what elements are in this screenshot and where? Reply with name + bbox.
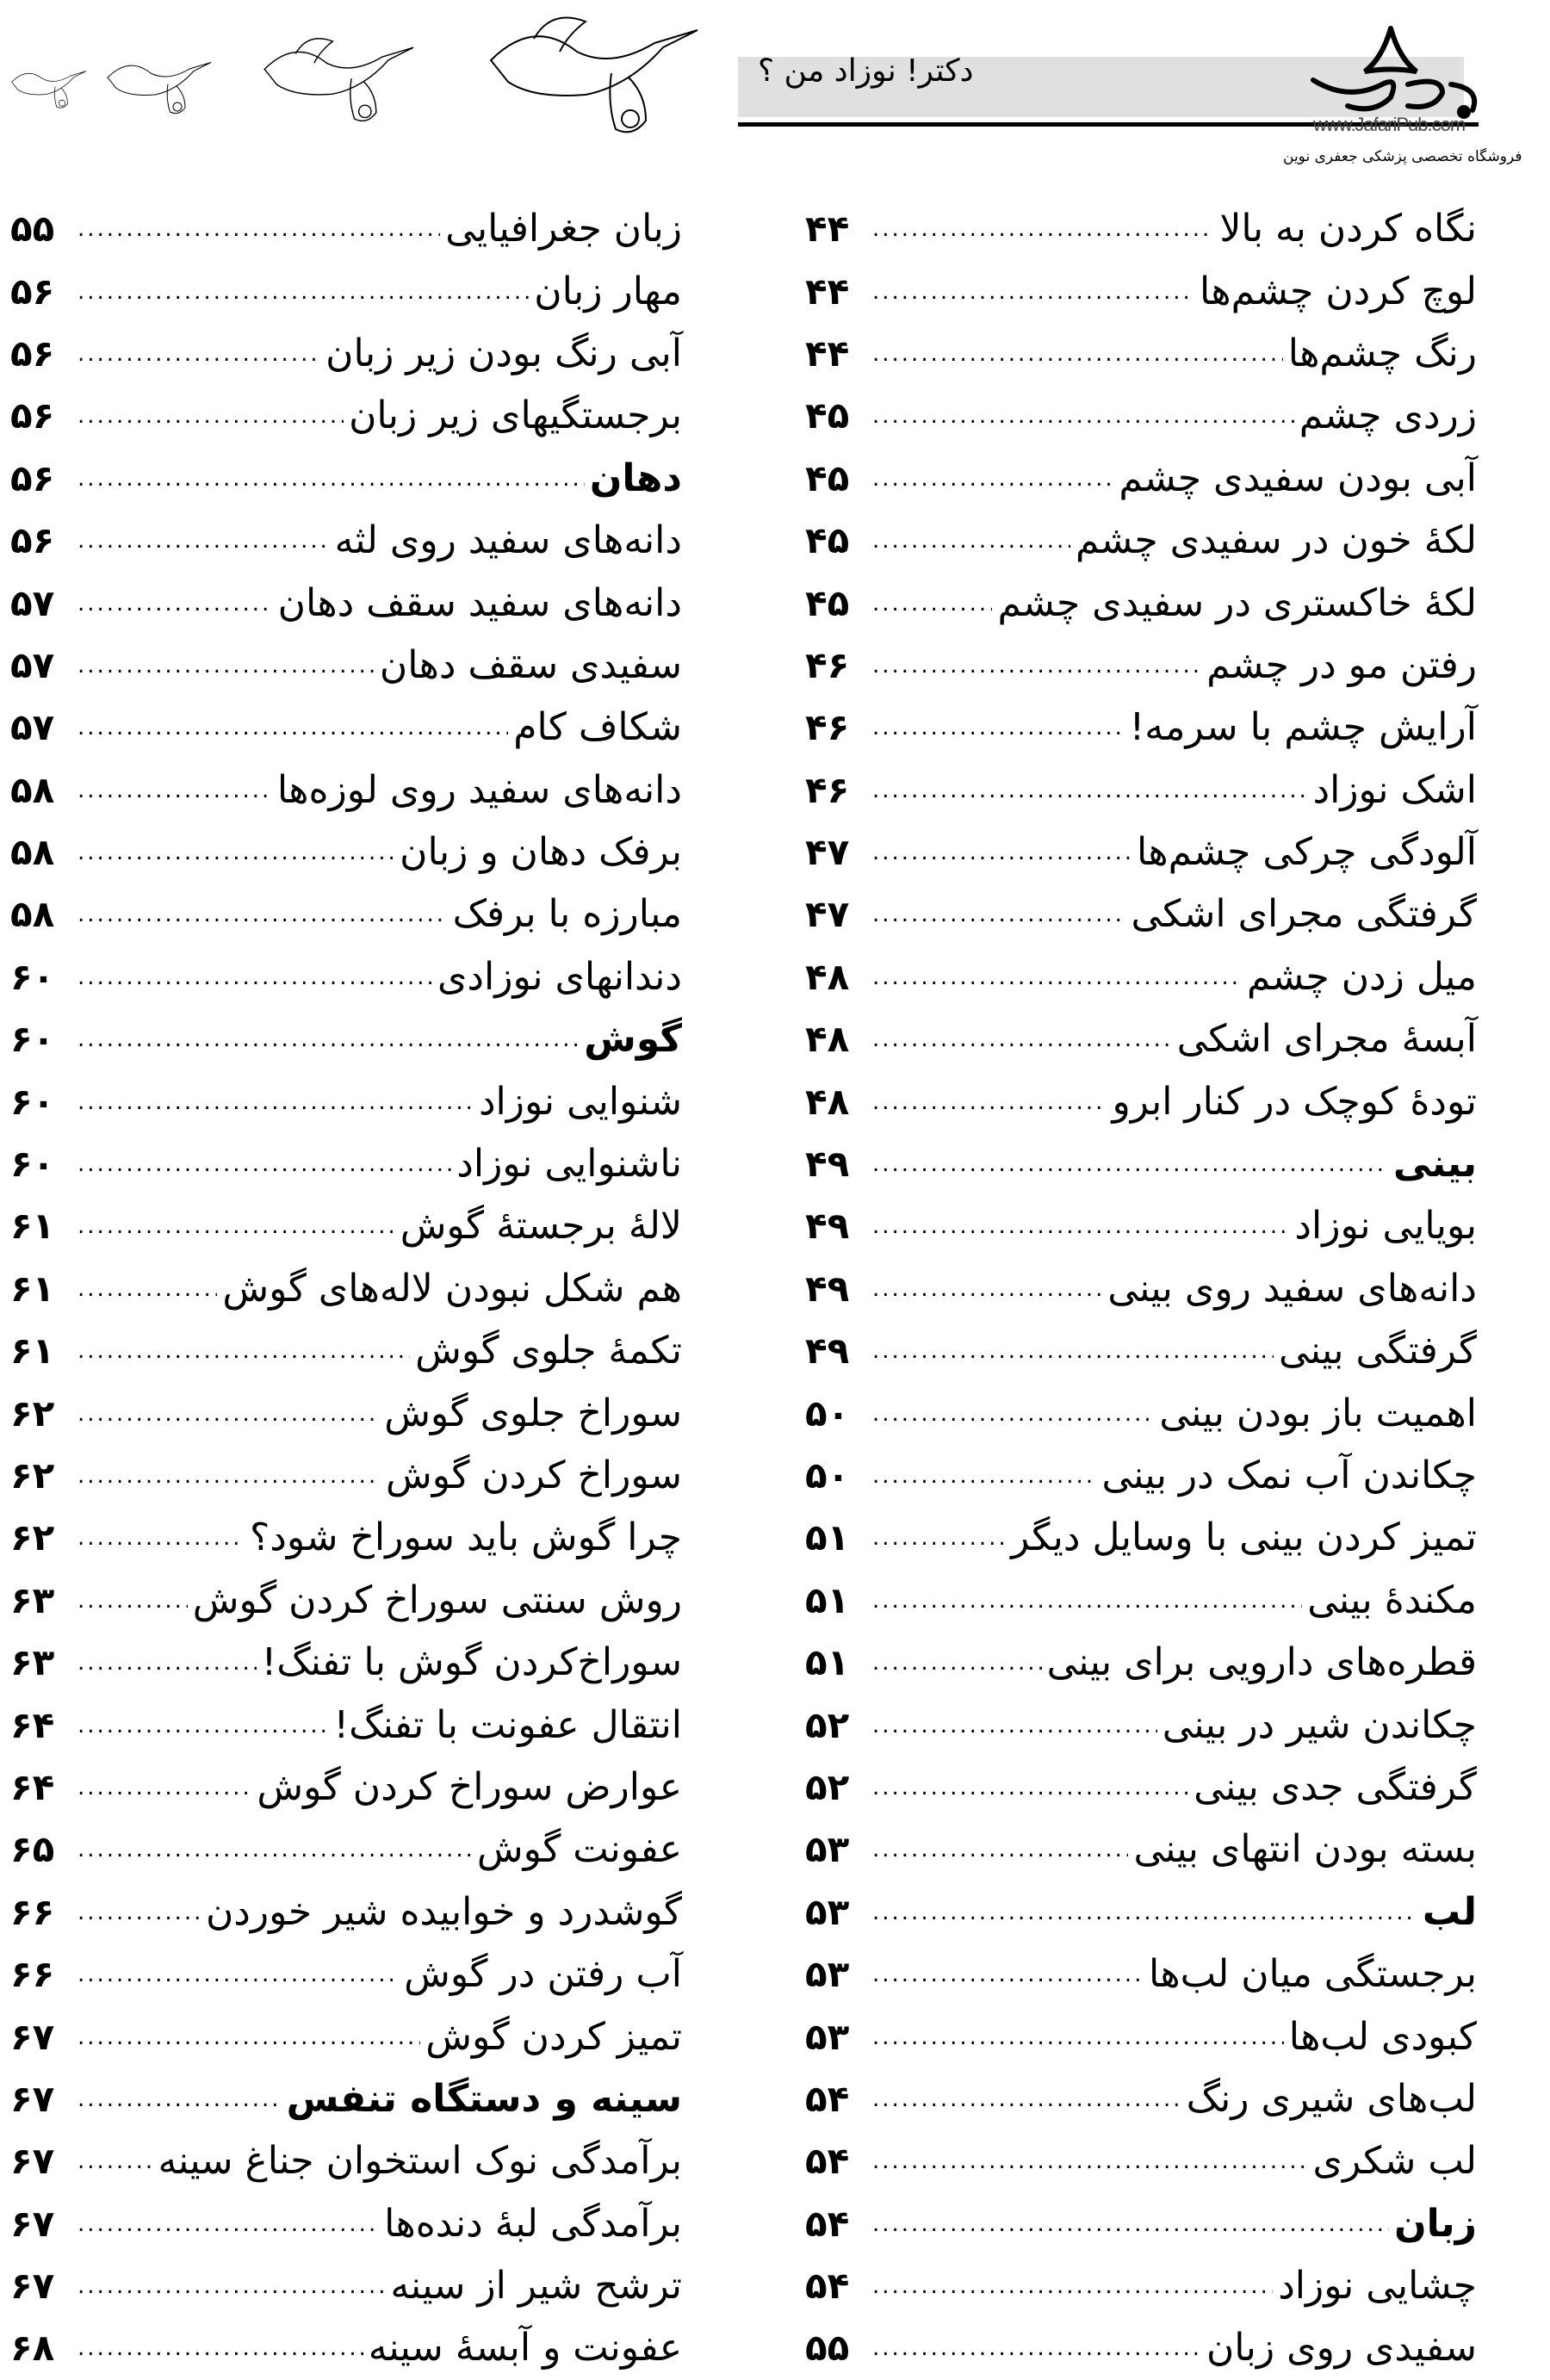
book-title: دکتر! نوزاد من ؟ (758, 53, 974, 89)
toc-page-number: ۵۳ (805, 2015, 850, 2058)
toc-entry-title: زبان جغرافیایی (445, 207, 682, 251)
toc-entry-title: مهار زبان (534, 269, 682, 313)
toc-entry (805, 2255, 1477, 2317)
toc-entry (805, 821, 1477, 883)
toc-entry (10, 510, 682, 572)
toc-entry (10, 635, 682, 697)
dot-leader (78, 1445, 381, 1507)
toc-section-heading (805, 1133, 1477, 1195)
stork-icon (491, 18, 698, 133)
dot-leader (872, 1943, 1144, 2005)
dot-leader (872, 1071, 1107, 1133)
toc-page-number: ۵۷ (10, 643, 55, 686)
toc-entry (805, 323, 1477, 385)
toc-entry-title: کبودی لب‌ها (1288, 2014, 1477, 2059)
toc-entry-title: دانه‌های سفید روی لوزه‌ها (276, 767, 682, 812)
toc-entry (10, 1070, 682, 1132)
toc-entry-title: عوارض سوراخ کردن گوش (257, 1764, 682, 1809)
dot-leader (78, 323, 320, 385)
dot-leader (78, 697, 508, 759)
toc-entry (10, 1570, 682, 1632)
toc-page-number: ۵۰ (805, 1391, 850, 1435)
toc-page-number: ۵۲ (805, 1703, 850, 1746)
dot-leader (872, 1383, 1154, 1445)
toc-entry (10, 2130, 682, 2192)
toc-entry-title: چرا گوش باید سوراخ شود؟ (249, 1515, 682, 1560)
dot-leader (78, 759, 272, 821)
dot-leader (872, 635, 1201, 697)
toc-entry (10, 1133, 682, 1195)
dot-leader (78, 1008, 579, 1070)
publisher-logo-icon (1296, 24, 1490, 119)
toc-page-number: ۴۵ (805, 456, 850, 499)
toc-entry-title: بسته بودن انتهای بینی (1133, 1827, 1477, 1872)
toc-page-number: ۶۶ (10, 1953, 55, 1996)
toc-page-number: ۴۵ (805, 519, 850, 562)
toc-entry (10, 1382, 682, 1444)
toc-entry-title: هم شکل نبودن لاله‌های گوش (222, 1266, 682, 1311)
toc-page-number: ۴۷ (805, 893, 850, 936)
toc-entry-title: دانه‌های سفید سقف دهان (277, 580, 682, 625)
dot-leader (872, 1445, 1096, 1507)
dot-leader (872, 883, 1126, 945)
toc-entry-title: رنگ چشم‌ها (1287, 331, 1477, 375)
dot-leader (78, 1943, 399, 2005)
toc-entry (805, 510, 1477, 572)
toc-entry-title: لب‌های شیری رنگ (1186, 2076, 1477, 2121)
dot-leader (78, 2317, 363, 2379)
toc-entry-title: اهمیت باز بودن بینی (1159, 1391, 1477, 1435)
toc-entry-title: روش سنتی سوراخ کردن گوش (192, 1577, 682, 1622)
toc-entry-title: آب رفتن در گوش (404, 1952, 682, 1997)
toc-page-number: ۵۸ (10, 893, 55, 936)
toc-entry (10, 385, 682, 447)
dot-leader (78, 2255, 385, 2317)
toc-entry (10, 2255, 682, 2317)
toc-page-number: ۵۴ (805, 2202, 850, 2245)
toc-entry-title: ناشنوایی نوزاد (456, 1142, 682, 1187)
dot-leader (78, 821, 394, 883)
dot-leader (872, 510, 1070, 572)
toc-page-number: ۵۶ (10, 270, 55, 313)
dot-leader (78, 573, 273, 635)
toc-entry-title: قطره‌های دارویی برای بینی (1046, 1640, 1477, 1685)
toc-entry (10, 323, 682, 385)
toc-entry (10, 2317, 682, 2379)
dot-leader (872, 759, 1307, 821)
toc-entry (805, 1507, 1477, 1569)
toc-entry (10, 2005, 682, 2067)
toc-section-heading (10, 1008, 682, 1070)
toc-page-number: ۶۷ (10, 2202, 55, 2245)
toc-entry-title: سفیدی روی زبان (1206, 2326, 1477, 2371)
toc-page-number: ۵۰ (805, 1454, 850, 1497)
toc-entry-title: آبسهٔ مجرای اشکی (1176, 1017, 1477, 1062)
toc-entry-title: شکاف کام (513, 705, 682, 750)
dot-leader (78, 510, 330, 572)
dot-leader (872, 573, 992, 635)
toc-page-number: ۶۱ (10, 1205, 55, 1248)
toc-entry (805, 385, 1477, 447)
toc-entry (10, 1943, 682, 2005)
dot-leader (78, 883, 448, 945)
toc-page-number: ۴۶ (805, 643, 850, 686)
toc-entry-title: مبارزه با برفک (452, 892, 682, 937)
toc-entry (805, 1757, 1477, 1819)
toc-entry (10, 1819, 682, 1881)
toc-entry (10, 697, 682, 759)
toc-entry (805, 1445, 1477, 1507)
toc-entry (805, 198, 1477, 260)
toc-page-number: ۴۷ (805, 831, 850, 874)
dot-leader (78, 2068, 282, 2130)
toc-page-number: ۵۳ (805, 1828, 850, 1871)
toc-entry-title: سوراخ کردن گوش (386, 1453, 682, 1497)
toc-entry (805, 1819, 1477, 1881)
toc-entry (805, 572, 1477, 634)
dot-leader (78, 1881, 201, 1943)
toc-page-number: ۶۰ (10, 1018, 55, 1061)
toc-page-number: ۵۷ (10, 581, 55, 624)
toc-entry-title: آلودگی چرکی چشم‌ها (1137, 830, 1477, 875)
dot-leader (872, 2317, 1201, 2379)
toc-entry-title: لوچ کردن چشم‌ها (1200, 269, 1477, 313)
dot-leader (872, 2006, 1284, 2068)
toc-entry (805, 1943, 1477, 2005)
toc-page-number: ۶۰ (10, 1080, 55, 1123)
dot-leader (78, 2006, 420, 2068)
dot-leader (872, 2255, 1273, 2317)
toc-page-number: ۵۴ (805, 2077, 850, 2120)
toc-page-number: ۵۸ (10, 768, 55, 811)
toc-entry-title: برجستگی میان لب‌ها (1149, 1952, 1477, 1997)
toc-entry (10, 1507, 682, 1569)
toc-entry-title: برآمدگی نوک استخوان جناغ سینه (158, 2139, 682, 2184)
toc-page-number: ۴۹ (805, 1205, 850, 1248)
dot-leader (78, 448, 585, 510)
toc-entry-title: شنوایی نوزاد (478, 1079, 682, 1124)
toc-entry (805, 883, 1477, 945)
toc-entry-title: دندانهای نوزادی (437, 954, 682, 999)
toc-entry-title: برآمدگی لبهٔ دنده‌ها (384, 2201, 682, 2246)
toc-section-heading (805, 2193, 1477, 2255)
toc-page-number: ۶۱ (10, 1329, 55, 1373)
toc-page-number: ۴۹ (805, 1267, 850, 1310)
toc-page-number: ۶۳ (10, 1578, 55, 1621)
toc-page-number: ۴۸ (805, 955, 850, 998)
dot-leader (78, 635, 375, 697)
toc-entry-title: نگاه کردن به بالا (1219, 207, 1477, 251)
toc-entry-title: تمیز کردن گوش (425, 2014, 682, 2059)
toc-entry (10, 1757, 682, 1819)
toc-entry-title: آرایش چشم با سرمه! (1129, 705, 1477, 750)
toc-page-number: ۵۴ (805, 2140, 850, 2183)
toc-entry-title: لکهٔ خاکستری در سفیدی چشم (997, 580, 1477, 625)
toc-page-number: ۴۴ (805, 270, 850, 313)
toc-entry (805, 2130, 1477, 2192)
toc-entry (805, 1632, 1477, 1694)
toc-entry-title: برفک دهان و زبان (400, 830, 682, 875)
toc-entry (10, 1445, 682, 1507)
toc-entry-title: لکهٔ خون در سفیدی چشم (1076, 518, 1477, 563)
dot-leader (872, 697, 1125, 759)
toc-page-number: ۵۲ (805, 1765, 850, 1808)
toc-entry-title: سفیدی سقف دهان (379, 642, 682, 687)
dot-leader (872, 2130, 1308, 2192)
toc-entry (805, 1258, 1477, 1320)
toc-entry-title: انتقال عفونت با تفنگ! (333, 1702, 682, 1747)
toc-entry-title: سوراخ‌کردن گوش با تفنگ! (261, 1640, 682, 1685)
toc-page-number: ۵۱ (805, 1578, 850, 1621)
toc-page-number: ۵۳ (805, 1953, 850, 1996)
toc-page-number: ۴۴ (805, 332, 850, 375)
toc-entry-title: اشک نوزاد (1312, 767, 1477, 812)
toc-entry-title: رفتن مو در چشم (1206, 642, 1477, 687)
toc-entry-title: مکندهٔ بینی (1307, 1577, 1477, 1622)
toc-page-number: ۵۶ (10, 394, 55, 437)
dot-leader (872, 1570, 1302, 1632)
toc-page-number: ۶۶ (10, 1890, 55, 1933)
dot-leader (78, 1695, 329, 1757)
toc-entry (10, 883, 682, 945)
toc-page-number: ۵۳ (805, 1890, 850, 1933)
toc-entry-title: گوشدرد و خوابیده شیر خوردن (205, 1889, 682, 1934)
toc-entry-title: سینه و دستگاه تنفس (286, 2076, 682, 2121)
toc-entry (10, 198, 682, 260)
dot-leader (78, 1195, 395, 1257)
dot-leader (78, 1570, 188, 1632)
dot-leader (872, 1320, 1274, 1382)
toc-entry-title: دانه‌های سفید روی بینی (1107, 1266, 1477, 1311)
toc-page-number: ۵۷ (10, 706, 55, 749)
toc-entry (10, 1694, 682, 1756)
toc-page-number: ۴۴ (805, 208, 850, 251)
toc-entry-title: گرفتگی مجرای اشکی (1131, 892, 1477, 937)
toc-entry-title: دهان (589, 456, 682, 500)
dot-leader (872, 198, 1214, 260)
toc-entry (805, 759, 1477, 821)
dot-leader (78, 1757, 251, 1819)
toc-entry-title: زردی چشم (1299, 394, 1477, 438)
dot-leader (872, 261, 1194, 323)
toc-page-number: ۶۴ (10, 1703, 55, 1746)
toc-page-number: ۶۰ (10, 1143, 55, 1186)
dot-leader (78, 385, 344, 447)
toc-entry-title: گوش (584, 1017, 682, 1062)
toc-entry-title: تمیز کردن بینی با وسایل دیگر (1011, 1515, 1477, 1560)
toc-page-number: ۶۷ (10, 2140, 55, 2183)
toc-entry (10, 2193, 682, 2255)
dot-leader (872, 1195, 1289, 1257)
dot-leader (872, 1819, 1128, 1881)
toc-page-number: ۵۶ (10, 519, 55, 562)
toc-entry (10, 572, 682, 634)
toc-page-number: ۶۷ (10, 2265, 55, 2308)
toc-page-number: ۵۵ (805, 2327, 850, 2370)
toc-page-number: ۶۲ (10, 1454, 55, 1497)
toc-page-number: ۶۲ (10, 1391, 55, 1435)
dot-leader (872, 2193, 1389, 2255)
toc-entry (805, 1694, 1477, 1756)
toc-entry (805, 260, 1477, 322)
toc-entry-title: چکاندن آب نمک در بینی (1101, 1453, 1477, 1497)
dot-leader (872, 1258, 1102, 1320)
toc-entry-title: آبی رنگ بودن زیر زبان (326, 331, 682, 375)
dot-leader (78, 1632, 257, 1694)
toc-page-number: ۴۵ (805, 581, 850, 624)
stork-icon (264, 39, 413, 121)
toc-entry (10, 1320, 682, 1382)
toc-entry-title: عفونت گوش (476, 1827, 682, 1872)
toc-entry (805, 2005, 1477, 2067)
toc-entry (805, 1320, 1477, 1382)
toc-page-number: ۵۶ (10, 456, 55, 499)
toc-entry-title: گرفتگی بینی (1279, 1329, 1477, 1373)
dot-leader (872, 1008, 1172, 1070)
toc-entry (805, 1570, 1477, 1632)
dot-leader (78, 2130, 152, 2192)
toc-entry (10, 260, 682, 322)
toc-entry-title: دانه‌های سفید روی لثه (334, 518, 682, 563)
toc-entry (10, 1195, 682, 1257)
toc-page-number: ۵۵ (10, 208, 55, 251)
toc-section-heading (10, 2068, 682, 2130)
toc-entry-title: لب (1422, 1889, 1477, 1934)
toc-entry (10, 1258, 682, 1320)
dot-leader (78, 198, 440, 260)
dot-leader (78, 2193, 379, 2255)
toc-page-number: ۶۰ (10, 955, 55, 998)
toc-entry (805, 1382, 1477, 1444)
toc-entry (805, 448, 1477, 510)
toc-entry (10, 821, 682, 883)
toc-entry (805, 635, 1477, 697)
toc-entry (805, 946, 1477, 1008)
toc-page-number: ۶۵ (10, 1828, 55, 1871)
dot-leader (872, 2068, 1181, 2130)
toc-page-number: ۵۱ (805, 1641, 850, 1684)
stork-illustrations (0, 0, 715, 138)
dot-leader (78, 1258, 217, 1320)
dot-leader (78, 1320, 410, 1382)
dot-leader (872, 1757, 1188, 1819)
dot-leader (872, 1133, 1388, 1195)
toc-entry-title: تودهٔ کوچک در کنار ابرو (1112, 1079, 1477, 1124)
dot-leader (78, 1383, 379, 1445)
toc-entry-title: چشایی نوزاد (1278, 2264, 1477, 2309)
toc-section-heading (10, 448, 682, 510)
toc-page-number: ۵۴ (805, 2265, 850, 2308)
dot-leader (78, 1507, 245, 1569)
publisher-url: www.JafariPub.com (1313, 114, 1466, 135)
stork-icon (108, 63, 211, 114)
dot-leader (78, 1133, 451, 1195)
dot-leader (872, 821, 1132, 883)
dot-leader (872, 448, 1113, 510)
toc-entry-title: لالهٔ برجستهٔ گوش (400, 1204, 682, 1249)
toc-entry (805, 1195, 1477, 1257)
toc-entry-title: زبان (1394, 2201, 1477, 2246)
toc-entry (805, 697, 1477, 759)
dot-leader (872, 385, 1294, 447)
toc-page-number: ۴۸ (805, 1018, 850, 1061)
toc-page-number: ۶۴ (10, 1765, 55, 1808)
toc-left-column (10, 198, 682, 2380)
toc-entry-title: بویایی نوزاد (1294, 1204, 1477, 1249)
toc-page-number: ۴۹ (805, 1329, 850, 1373)
dot-leader (78, 1071, 474, 1133)
toc-page-number: ۴۹ (805, 1143, 850, 1186)
toc-page-number: ۶۲ (10, 1516, 55, 1559)
dot-leader (872, 1632, 1042, 1694)
toc-page-number: ۵۸ (10, 831, 55, 874)
toc-entry (10, 946, 682, 1008)
toc-entry (805, 2068, 1477, 2130)
toc-entry-title: برجستگیهای زیر زبان (349, 394, 682, 438)
toc-entry-title: عفونت و آبسهٔ سینه (368, 2326, 682, 2371)
stork-icon (12, 71, 86, 108)
toc-section-heading (805, 1881, 1477, 1943)
toc-page-number: ۶۷ (10, 2077, 55, 2120)
toc-entry-title: بینی (1393, 1142, 1477, 1187)
toc-entry (805, 1070, 1477, 1132)
dot-leader (78, 946, 432, 1008)
dot-leader (872, 1695, 1157, 1757)
toc-entry-title: تکمهٔ جلوی گوش (415, 1329, 682, 1373)
toc-entry-title: چکاندن شیر در بینی (1162, 1702, 1477, 1747)
toc-entry (805, 1008, 1477, 1070)
toc-page-number: ۶۳ (10, 1641, 55, 1684)
toc-page-number: ۵۶ (10, 332, 55, 375)
toc-entry-title: سوراخ جلوی گوش (384, 1391, 682, 1435)
dot-leader (872, 1881, 1417, 1943)
toc-entry-title: ترشح شیر از سینه (390, 2264, 682, 2309)
toc-entry-title: میل زدن چشم (1246, 954, 1477, 999)
publisher-tagline: فروشگاه تخصصی پزشکی جعفری نوین (1283, 148, 1522, 165)
toc-page-number: ۴۶ (805, 706, 850, 749)
toc-entry-title: آبی بودن سفیدی چشم (1119, 456, 1477, 500)
toc-page-number: ۶۸ (10, 2327, 55, 2370)
toc-entry (10, 759, 682, 821)
toc-entry (10, 1632, 682, 1694)
toc-entry (10, 1881, 682, 1943)
toc-page-number: ۴۵ (805, 394, 850, 437)
toc-page-number: ۶۱ (10, 1267, 55, 1310)
toc-entry-title: لب شکری (1312, 2139, 1477, 2184)
toc-right-column (805, 198, 1477, 2380)
dot-leader (872, 946, 1242, 1008)
dot-leader (78, 1819, 472, 1881)
dot-leader (872, 323, 1283, 385)
toc-page-number: ۵۱ (805, 1516, 850, 1559)
toc-page-number: ۶۷ (10, 2015, 55, 2058)
toc-page-number: ۴۸ (805, 1080, 850, 1123)
toc-page-number: ۴۶ (805, 768, 850, 811)
toc-entry (805, 2317, 1477, 2379)
toc-entry-title: گرفتگی جدی بینی (1194, 1764, 1477, 1809)
dot-leader (872, 1507, 1006, 1569)
dot-leader (78, 261, 529, 323)
